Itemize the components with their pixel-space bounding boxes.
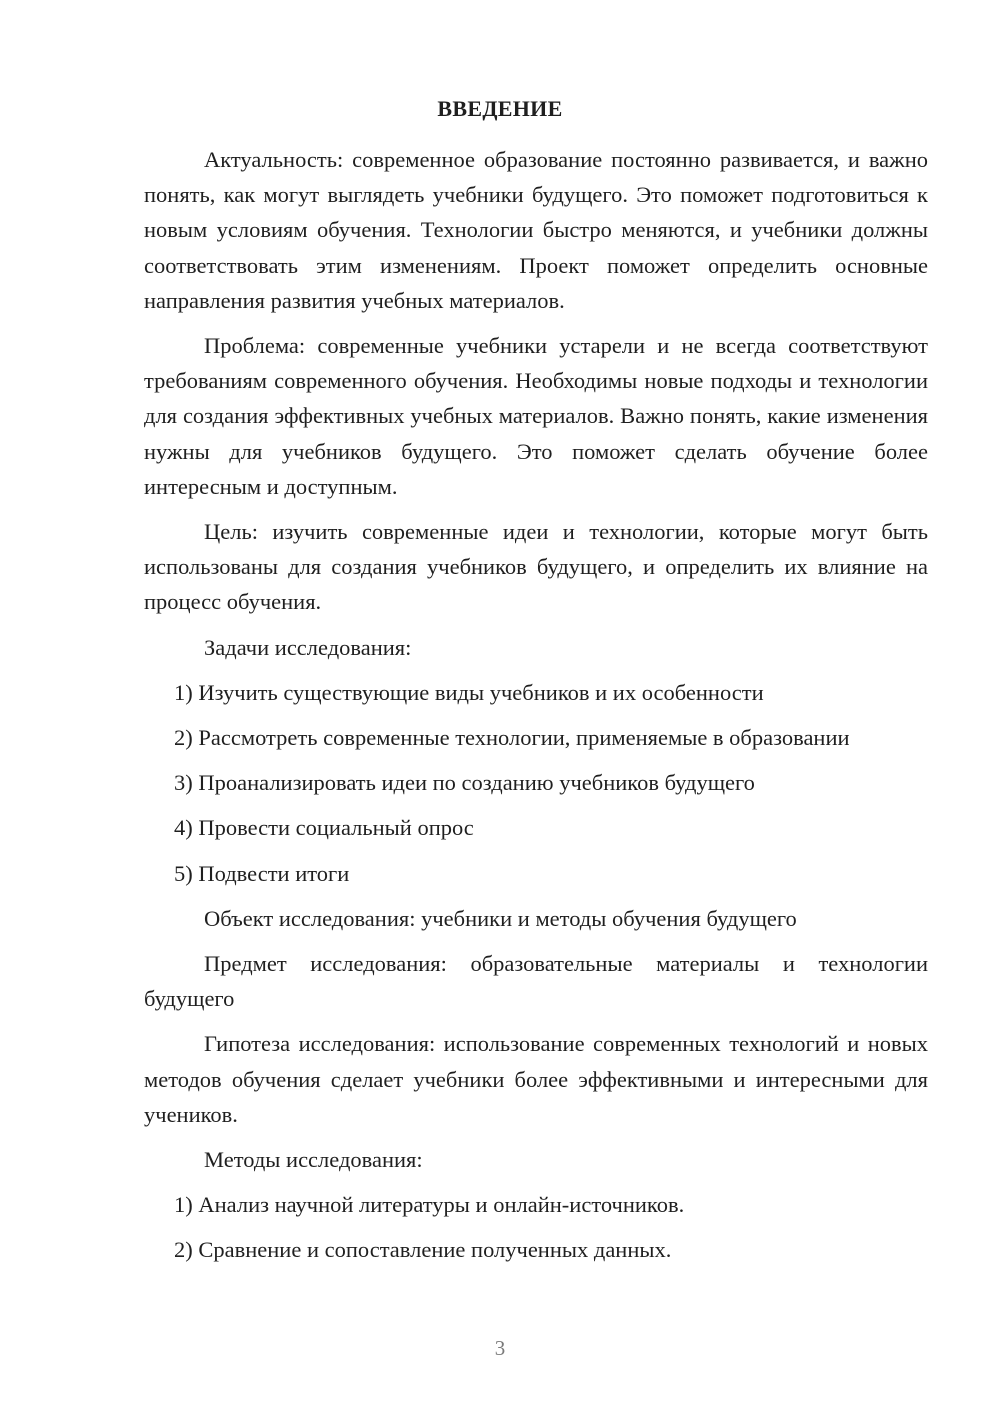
- task-item: 1) Изучить существующие виды учебников и их особенности: [174, 679, 764, 705]
- paragraph-object: Объект исследования: учебники и методы обучения будущего: [204, 905, 797, 931]
- paragraph-relevance: Актуальность: современное образование постоянно развивается, и важно понять, как могут выглядеть учебники будущего. Это поможет подготовиться к новым условиям обучения. Технологии быстро меняются, и учебники должны соответствовать этим изменениям. Проект поможет определить основные направления развития учебных материалов.: [144, 147, 928, 313]
- task-item: 4) Провести социальный опрос: [174, 815, 474, 841]
- method-item: 2) Сравнение и сопоставление полученных данных.: [174, 1237, 672, 1263]
- body-text: [144, 142, 928, 1268]
- task-item: 3) Проанализировать идеи по созданию учебников будущего: [174, 770, 755, 796]
- tasks-title: Задачи исследования:: [204, 634, 412, 660]
- paragraph-problem: Проблема: современные учебники устарели и не всегда соответствуют требованиям современного обучения. Необходимы новые подходы и технологии для создания эффективных учебных материалов. Важно понять, какие изменения нужны для учебников будущего. Это поможет сделать обучение более интересным и доступным.: [144, 333, 928, 499]
- paragraph-subject: Предмет исследования: образовательные материалы и технологии будущего: [144, 951, 928, 1012]
- task-item: 2) Рассмотреть современные технологии, применяемые в образовании: [174, 725, 850, 751]
- task-item: 5) Подвести итоги: [174, 860, 350, 886]
- methods-title: Методы исследования:: [204, 1147, 423, 1173]
- page-number: 3: [494, 1336, 506, 1360]
- section-heading: ВВЕДЕНИЕ: [437, 96, 563, 121]
- paragraph-hypothesis: Гипотеза исследования: использование современных технологий и новых методов обучения сделает учебники более эффективными и интересными для учеников.: [144, 1031, 928, 1127]
- paragraph-goal: Цель: изучить современные идеи и технологии, которые могут быть использованы для создания учебников будущего, и определить их влияние на процесс обучения.: [144, 519, 928, 615]
- method-item: 1) Анализ научной литературы и онлайн-источников.: [174, 1192, 685, 1218]
